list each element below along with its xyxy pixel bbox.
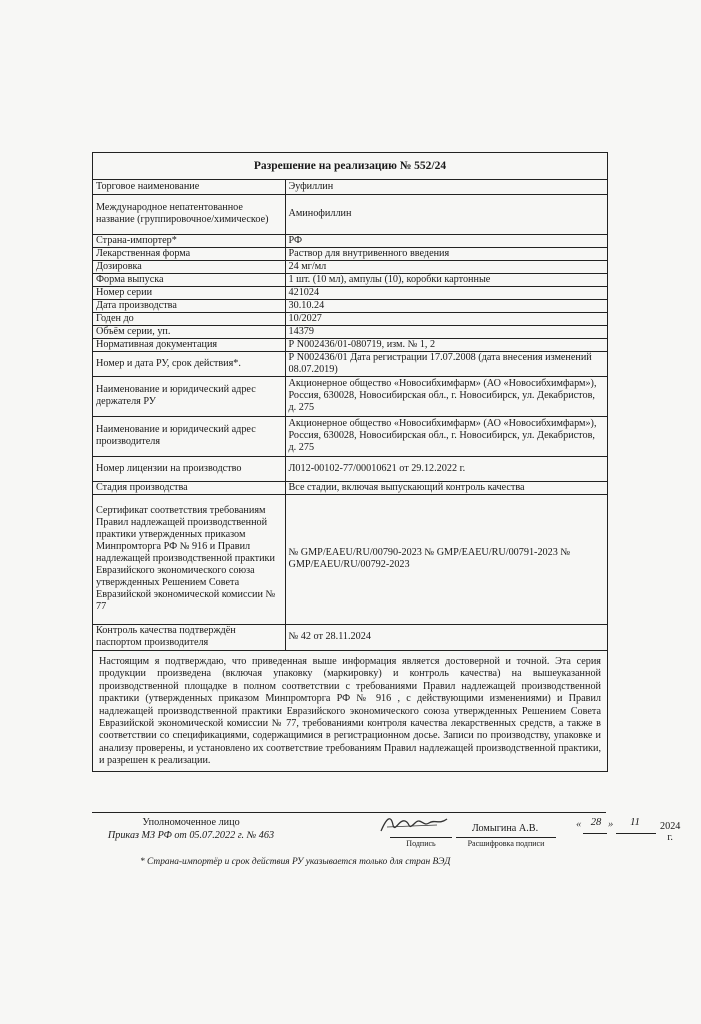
row-label: Лекарственная форма: [93, 247, 285, 260]
row-value: Р N002436/01-080719, изм. № 1, 2: [285, 338, 607, 351]
row-label: Контроль качества подтверждён паспортом производителя: [93, 624, 285, 650]
row-value: 10/2027: [285, 312, 607, 325]
row-label: Номер серии: [93, 286, 285, 299]
row-label: Нормативная документация: [93, 338, 285, 351]
row-value: 24 мг/мл: [285, 260, 607, 273]
row-label: Номер и дата РУ, срок действия*.: [93, 351, 285, 376]
row-value: Акционерное общество «Новосибхимфарм» (АО «Новосибхимфарм»), Россия, 630028, Новосибирская обл., г. Новосибирск, ул. Декабристов, д. 275: [285, 376, 607, 416]
row-value: Акционерное общество «Новосибхимфарм» (АО «Новосибхимфарм»), Россия, 630028, Новосибирская обл., г. Новосибирск, ул. Декабристов, д. 275: [285, 416, 607, 456]
row-value: 421024: [285, 286, 607, 299]
row-label: Дата производства: [93, 299, 285, 312]
date-month: 11: [630, 817, 640, 828]
month-line: [616, 833, 656, 834]
row-value: 1 шт. (10 мл), ампулы (10), коробки картонные: [285, 273, 607, 286]
table-row: [93, 481, 607, 494]
date-day: 28: [590, 817, 602, 828]
row-label: Страна-импортер*: [93, 234, 285, 247]
table-row: [93, 351, 607, 376]
declaration-text: Настоящим я подтверждаю, что приведенная выше информация является достоверной и точной. Эта серия продукции произведена (включая упаковку (маркировку) и контроль качества) на вышеуказанной производственной площадке в полном соответствии с требованиями Правил надлежащей производственной практики (утвержденных приказом Минпромторга РФ № 916 , с действующими изменениями) и Правил надлежащей производственной практики Евразийского экономического союза утвержденных Решением Совета Евразийской экономической комиссии № 77, требованиями контроля качества лекарственных средств, а также в соответствии со спецификациями, содержащимися в регистрационном досье. Записи по производству, упаковке и анализу проверены, и установлено их соответствие требованиям Правил надлежащей производственной практики, и разрешен к реализации.: [93, 650, 607, 771]
row-value: 14379: [285, 325, 607, 338]
signature-label: Подпись: [406, 839, 436, 848]
signature-block: [92, 812, 681, 853]
table-row: [93, 273, 607, 286]
table-row: [93, 234, 607, 247]
row-label: Дозировка: [93, 260, 285, 273]
table-row: [93, 260, 607, 273]
row-label: Форма выпуска: [93, 273, 285, 286]
table-row: [93, 247, 607, 260]
row-value: 30.10.24: [285, 299, 607, 312]
permit-frame: [92, 152, 608, 772]
row-label: Наименование и юридический адрес держателя РУ: [93, 376, 285, 416]
name-label: Расшифровка подписи: [467, 839, 545, 848]
table-row: [93, 494, 607, 624]
table-row: [93, 624, 607, 650]
table-row: [93, 456, 607, 481]
row-label: Номер лицензии на производство: [93, 456, 285, 481]
footnote: * Страна-импортёр и срок действия РУ указывается только для стран ВЭД: [140, 857, 451, 867]
row-label: Годен до: [93, 312, 285, 325]
row-value: Раствор для внутривенного введения: [285, 247, 607, 260]
signer-name: Ломыгина А.В.: [471, 823, 539, 834]
day-line: [583, 833, 607, 834]
signature-mark: [377, 811, 457, 837]
permit-table: [93, 180, 607, 650]
signature-line: [390, 837, 452, 838]
order-reference: Приказ МЗ РФ от 05.07.2022 г. № 463: [107, 829, 275, 841]
table-row: [93, 338, 607, 351]
authorized-person: [98, 817, 284, 842]
table-row: [93, 325, 607, 338]
row-value: РФ: [285, 234, 607, 247]
table-row: [93, 416, 607, 456]
row-label: Объём серии, уп.: [93, 325, 285, 338]
table-row: [93, 286, 607, 299]
row-value: Л012-00102-77/00010621 от 29.12.2022 г.: [285, 456, 607, 481]
document-title: Разрешение на реализацию № 552/24: [93, 153, 607, 180]
row-value: Эуфиллин: [285, 180, 607, 194]
person-title: Уполномоченное лицо: [142, 817, 240, 828]
table-row: [93, 299, 607, 312]
row-value: № 42 от 28.11.2024: [285, 624, 607, 650]
name-line: [456, 837, 556, 838]
row-label: Сертификат соответствия требованиям Правил надлежащей производственной практики утвержденных приказом Минпромторга РФ № 916 и Правил надлежащей производственной практики Евразийского экономического союза утвержденных Решением Совета Евразийской экономической комиссии № 77: [93, 494, 285, 624]
table-row: [93, 312, 607, 325]
date-year: 2024 г.: [660, 821, 681, 843]
table-row: [93, 194, 607, 234]
row-label: Международное непатентованное название (группировочное/химическое): [93, 194, 285, 234]
row-label: Стадия производства: [93, 481, 285, 494]
row-value: Все стадии, включая выпускающий контроль качества: [285, 481, 607, 494]
row-label: Наименование и юридический адрес производителя: [93, 416, 285, 456]
table-row: [93, 180, 607, 194]
row-value: Аминофиллин: [285, 194, 607, 234]
date-close-quote: »: [608, 819, 614, 830]
row-value: № GMP/EAEU/RU/00790-2023 № GMP/EAEU/RU/00791-2023 № GMP/EAEU/RU/00792-2023: [285, 494, 607, 624]
date-open-quote: «: [576, 819, 582, 830]
table-row: [93, 376, 607, 416]
row-label: Торговое наименование: [93, 180, 285, 194]
row-value: Р N002436/01 Дата регистрации 17.07.2008 (дата внесения изменений 08.07.2019): [285, 351, 607, 376]
